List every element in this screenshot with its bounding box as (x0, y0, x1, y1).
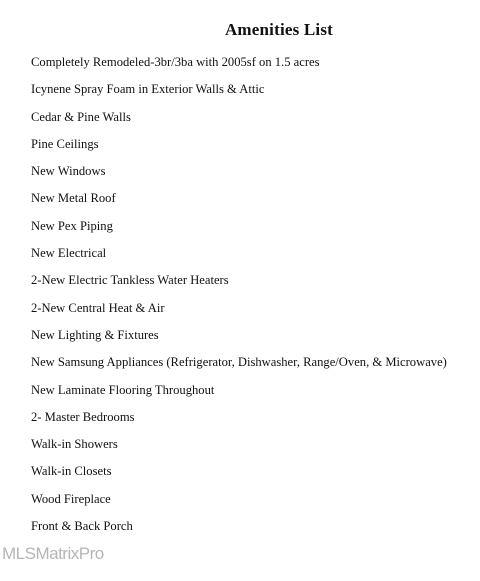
amenity-item: New Pex Piping (31, 218, 113, 233)
amenity-item: 2-New Electric Tankless Water Heaters (31, 273, 229, 288)
amenity-item: New Lighting & Fixtures (31, 327, 159, 342)
amenity-item: New Laminate Flooring Throughout (31, 382, 215, 397)
amenity-item: New Samsung Appliances (Refrigerator, Dishwasher, Range/Oven, & Microwave) (31, 355, 447, 370)
amenity-item: Walk-in Closets (31, 464, 112, 479)
amenity-item: New Electrical (31, 246, 107, 261)
amenity-item: Icynene Spray Foam in Exterior Walls & Attic (31, 82, 265, 97)
watermark-text: MLSMatrixPro (2, 544, 104, 563)
document-title: Amenities List (224, 20, 334, 39)
amenity-item: Pine Ceilings (31, 136, 99, 151)
amenity-item: 2- Master Bedrooms (31, 409, 135, 424)
amenity-item: New Windows (31, 164, 106, 179)
amenity-item: Wood Fireplace (31, 491, 111, 506)
amenity-item: New Metal Roof (31, 191, 116, 206)
amenity-item: Front & Back Porch (31, 519, 133, 534)
amenity-item: Completely Remodeled-3br/3ba with 2005sf on 1.5 acres (31, 55, 320, 69)
amenity-item: Walk-in Showers (31, 437, 118, 452)
amenities-list (31, 52, 447, 543)
amenity-item: 2-New Central Heat & Air (31, 300, 165, 315)
amenity-item: Cedar & Pine Walls (31, 109, 131, 124)
